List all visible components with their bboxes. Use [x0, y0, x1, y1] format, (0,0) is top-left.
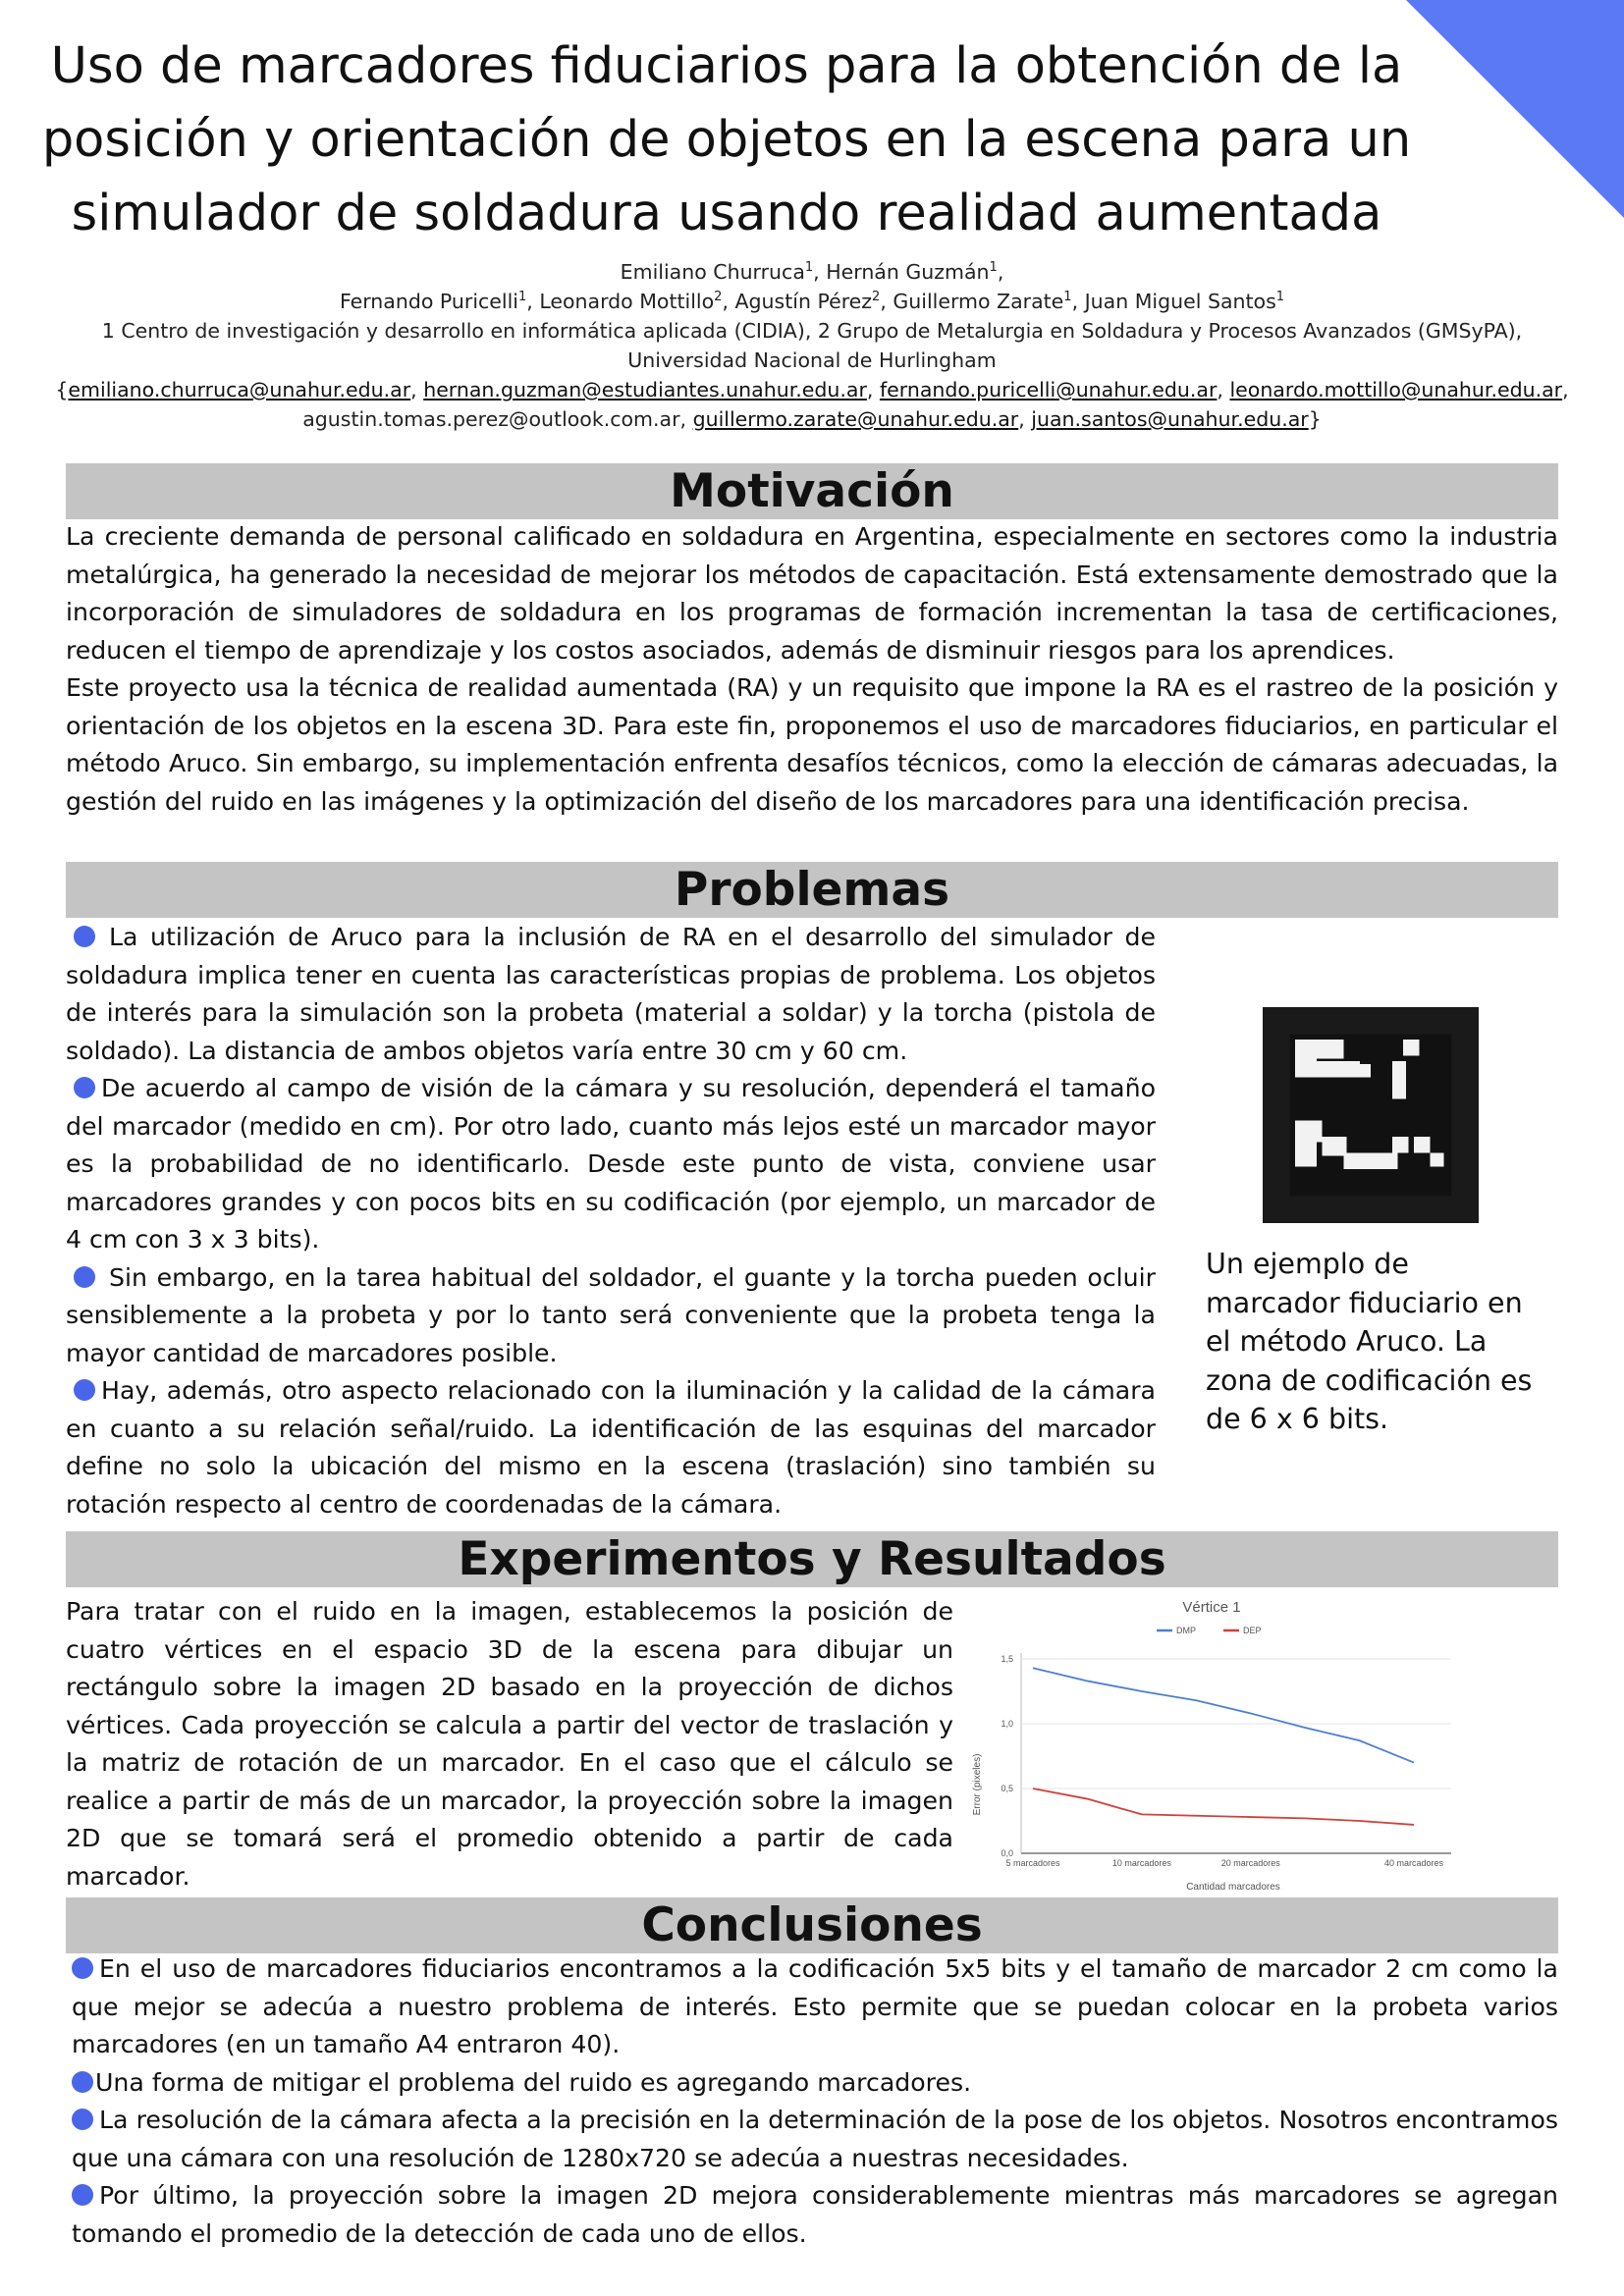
y-tick-label: 0,5 — [1001, 1784, 1013, 1793]
problem-item: La utilización de Aruco para la inclusión de RA en el desarrollo del simulador de soldadura implica tener en cuenta las características propias de problema. Los objetos de interés para la simulación son la probeta (material a soldar) y la torcha (pistola de soldado). La distancia de ambos objetos varía entre 30 cm y 60 cm. — [66, 923, 1156, 1065]
author-name: Fernando Puricelli — [339, 290, 518, 313]
chart-marks — [1033, 1668, 1414, 1825]
x-tick-label: 10 marcadores — [1111, 1858, 1171, 1868]
authors-line-2: Fernando Puricelli$^1$, Leonardo Mottillo$^2$, Agustín Pérez$^2$, Guillermo Zarate$^1$, Juan Miguel Santos$^1$ — [339, 290, 1285, 313]
y-tick-label: 1,0 — [1001, 1719, 1013, 1729]
error-line-chart — [960, 1590, 1471, 1896]
motivacion-paragraph: Este proyecto usa la técnica de realidad aumentada (RA) y un requisito que impone la RA es el rastreo de la posición y orientación de los objetos en la escena 3D. Para este fin, proponemos el uso de marcadores fiduciarios, en particular el método Aruco. Sin embargo, su implementación enfrenta desafíos técnicos, como la elección de cámaras adecuadas, la gestión del ruido en las imágenes y la optimización del diseño de los marcadores para una identificación precisa. — [66, 673, 1558, 816]
author-name: Juan Miguel Santos — [1084, 290, 1276, 313]
bullet-icon — [72, 2109, 93, 2130]
bullet-icon — [74, 926, 95, 947]
y-tick-label: 0,0 — [1001, 1848, 1013, 1858]
email-link[interactable]: juan.santos@unahur.edu.ar — [1031, 407, 1309, 431]
emails-line-1: {emiliano.churruca@unahur.edu.ar, hernan.guzman@estudiantes.unahur.edu.ar, fernando.puricelli@unahur.edu.ar, leonardo.mottillo@unahur.edu.ar, — [55, 378, 1569, 401]
marker-caption: Un ejemplo de marcador fiduciario en el método Aruco. La zona de codificación es de 6 x 6 bits. — [1206, 1248, 1533, 1435]
emails-line-2: agustin.tomas.perez@outlook.com.ar, guillermo.zarate@unahur.edu.ar, juan.santos@unahur.edu.ar} — [302, 407, 1322, 431]
affiliation-line: 1 Centro de investigación y desarrollo en informática aplicada (CIDIA), 2 Grupo de Metalurgia en Soldadura y Procesos Avanzados (GMSyPA), — [101, 319, 1523, 343]
experimentos-paragraph: Para tratar con el ruido en la imagen, establecemos la posición de cuatro vértices en el espacio 3D de la escena para dibujar un rectángulo sobre la imagen 2D basado en la proyección de dichos vértices. Cada proyección se calcula a partir del vector de traslación y la matriz de rotación de un marcador. En el caso que el cálculo se realice a partir de más de un marcador, la proyección sobre la imagen 2D que se tomará será el promedio obtenido a partir de cada marcador. — [66, 1597, 953, 1891]
motivacion-paragraph: La creciente demanda de personal calificado en soldadura en Argentina, especialmente en sectores como la industria metalúrgica, ha generado la necesidad de mejorar los métodos de capacitación. Está extensamente demostrado que la incorporación de simuladores de soldadura en los programas de formación incrementan la tasa de certificaciones, reducen el tiempo de aprendizaje y los costos asociados, además de disminuir riesgos para los aprendices. — [66, 522, 1558, 665]
x-tick-label: 20 marcadores — [1220, 1858, 1280, 1868]
legend-label: DEP — [1243, 1626, 1262, 1635]
conclusion-item: La resolución de la cámara afecta a la precisión en la determinación de la pose de los objetos. Nosotros encontramos que una cámara con una resolución de 1280x720 se adecúa a nuestras necesidades. — [72, 2106, 1558, 2172]
chart-title: Vértice 1 — [1182, 1599, 1241, 1616]
x-tick-label: 40 marcadores — [1383, 1858, 1444, 1868]
email-link[interactable]: guillermo.zarate@unahur.edu.ar — [692, 407, 1019, 431]
chart-grid — [1001, 1653, 1451, 1868]
section-heading-motivacion: Motivación — [66, 463, 1558, 519]
bullet-icon — [74, 1077, 95, 1098]
conclusion-item: En el uso de marcadores fiduciarios encontramos a la codificación 5x5 bits y el tamaño de marcador 2 cm como la que mejor se adecúa a nuestro problema de interés. Esto permite que se puedan colocar en la probeta varios marcadores (en un tamaño A4 entraron 40). — [72, 1954, 1558, 2058]
chart-legend — [1157, 1626, 1262, 1635]
corner-decoration — [1406, 0, 1624, 218]
series-line-dmp — [1033, 1668, 1414, 1762]
bullet-icon — [72, 2184, 93, 2206]
motivacion-body — [66, 518, 1558, 821]
section-heading-conclusiones: Conclusiones — [66, 1897, 1558, 1953]
problem-item: Sin embargo, en la tarea habitual del soldador, el guante y la torcha pueden ocluir sensiblemente a la probeta y por lo tanto será conveniente que la probeta tenga la mayor cantidad de marcadores posible. — [66, 1262, 1156, 1367]
conclusion-item: Por último, la proyección sobre la imagen 2D mejora considerablemente mientras más marcadores se agregan tomando el promedio de la detección de cada uno de ellos. — [72, 2181, 1558, 2248]
conclusion-item: Una forma de mitigar el problema del ruido es agregando marcadores. — [72, 2064, 1558, 2103]
bullet-icon — [72, 2071, 93, 2093]
aruco-marker-image — [1263, 1007, 1479, 1223]
chart-x-axis-label: Cantidad marcadores — [1186, 1882, 1280, 1893]
bullet-icon — [74, 1266, 95, 1288]
author-name: Leonardo Mottillo — [539, 290, 715, 313]
problem-item: De acuerdo al campo de visión de la cámara y su resolución, dependerá el tamaño del marcador (medido en cm). Por otro lado, cuanto más lejos esté un marcador mayor es la probabilidad de no identificarlo. Desde este punto de vista, conviene usar marcadores grandes y con pocos bits en su codificación (por ejemplo, un marcador de 4 cm con 3 x 3 bits). — [66, 1074, 1156, 1254]
bullet-icon — [74, 1379, 95, 1401]
email-link[interactable]: leonardo.mottillo@unahur.edu.ar — [1229, 378, 1563, 401]
y-tick-label: 1,5 — [1001, 1654, 1013, 1664]
author-name: Emiliano Churruca — [620, 260, 805, 284]
affiliation-university: Universidad Nacional de Hurlingham — [627, 348, 997, 372]
author-name: Guillermo Zarate — [893, 290, 1064, 313]
section-heading-problemas: Problemas — [66, 862, 1558, 918]
conclusiones-body — [72, 1950, 1558, 2253]
author-name: Hernán Guzmán — [826, 260, 990, 284]
x-tick-label: 5 marcadores — [1005, 1858, 1060, 1868]
experimentos-body — [66, 1593, 953, 1896]
author-name: Agustín Pérez — [734, 290, 873, 313]
authors-line-1: Emiliano Churruca$^1$, Hernán Guzmán$^1$, — [620, 260, 1004, 284]
email-link[interactable]: fernando.puricelli@unahur.edu.ar — [879, 378, 1218, 401]
section-heading-experimentos: Experimentos y Resultados — [66, 1531, 1558, 1587]
problemas-body — [66, 919, 1156, 1523]
email-link[interactable]: emiliano.churruca@unahur.edu.ar — [68, 378, 411, 401]
series-line-dep — [1033, 1789, 1414, 1825]
author-block — [0, 257, 1624, 434]
legend-label: DMP — [1176, 1626, 1196, 1635]
email-text: agustin.tomas.perez@outlook.com.ar — [302, 407, 680, 431]
poster-title: Uso de marcadores fiduciarios para la obtención de la posición y orientación de objetos en la escena para un simulador de soldadura usando realidad aumentada — [41, 37, 1412, 242]
chart-y-axis-label: Error (pixeles) — [972, 1753, 983, 1816]
bullet-icon — [72, 1957, 93, 1979]
problem-item: Hay, además, otro aspecto relacionado con la iluminación y la calidad de la cámara en cuanto a su relación señal/ruido. La identificación de las esquinas del marcador define no solo la ubicación del mismo en la escena (traslación) sino también su rotación respecto al centro de coordenadas de la cámara. — [66, 1376, 1156, 1519]
email-link[interactable]: hernan.guzman@estudiantes.unahur.edu.ar — [423, 378, 867, 401]
